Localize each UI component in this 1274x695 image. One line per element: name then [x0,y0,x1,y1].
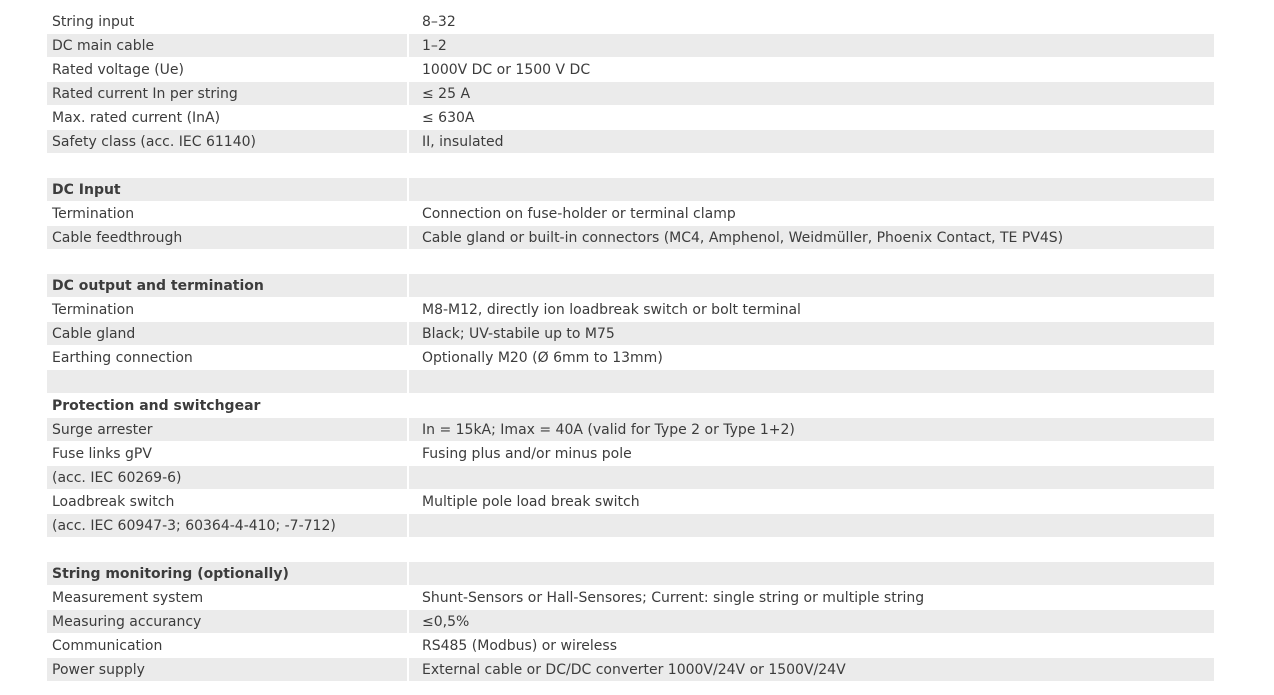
row-label: Max. rated current (InA) [52,110,221,126]
row-value [409,514,1214,537]
table-row [47,82,1217,106]
table-row [47,10,1217,34]
row-label: Rated voltage (Ue) [52,62,184,78]
table-row [47,370,1217,394]
row-value: Black; UV-stabile up to M75 [409,322,1214,345]
table-row [47,514,1217,538]
section-header-row [47,394,1217,418]
row-value: Optionally M20 (Ø 6mm to 13mm) [422,350,663,366]
row-label: Cable gland [47,322,407,345]
table-row [47,490,1217,514]
row-label: Power supply [47,658,407,681]
row-value: Fusing plus and/or minus pole [422,446,632,462]
section-header-row [47,274,1217,298]
row-value: External cable or DC/DC converter 1000V/24V or 1500V/24V [409,658,1214,681]
row-value: 8–32 [422,14,456,30]
spacer-row [47,538,1217,562]
row-value: II, insulated [409,130,1214,153]
row-label: String input [52,14,135,30]
table-row [47,322,1217,346]
section-title: String monitoring (optionally) [47,562,407,585]
row-value [409,274,1214,297]
row-label [47,154,407,177]
row-label: Measuring accurancy [47,610,407,633]
section-title: DC Input [47,178,407,201]
row-value [409,466,1214,489]
row-value [409,370,1214,393]
row-value: ≤ 630A [422,110,475,126]
row-label: Cable feedthrough [47,226,407,249]
row-label [47,370,407,393]
row-label: Measurement system [52,590,204,606]
row-value: RS485 (Modbus) or wireless [422,638,618,654]
row-label: Earthing connection [52,350,193,366]
row-label: Termination [52,302,135,318]
row-value: 1–2 [409,34,1214,57]
table-row [47,34,1217,58]
row-label: Communication [52,638,163,654]
spec-table [47,10,1217,682]
table-row [47,466,1217,490]
table-row [47,418,1217,442]
row-value: Cable gland or built-in connectors (MC4, Amphenol, Weidmüller, Phoenix Contact, TE PV4S) [409,226,1214,249]
row-value: Connection on fuse-holder or terminal clamp [422,206,736,222]
section-header-row [47,562,1217,586]
table-row [47,586,1217,610]
row-label: Surge arrester [47,418,407,441]
table-row [47,130,1217,154]
row-label: Fuse links gPV [52,446,152,462]
row-value: Multiple pole load break switch [422,494,640,510]
row-label: Safety class (acc. IEC 61140) [47,130,407,153]
section-header-row [47,178,1217,202]
table-row [47,58,1217,82]
table-row [47,346,1217,370]
table-row [47,658,1217,682]
spacer-row [47,154,1217,178]
row-label: Loadbreak switch [52,494,175,510]
table-row [47,202,1217,226]
table-row [47,610,1217,634]
row-label: Rated current In per string [47,82,407,105]
row-value [409,538,1214,561]
row-value: ≤ 25 A [409,82,1214,105]
row-label [47,538,407,561]
row-value: In = 15kA; Imax = 40A (valid for Type 2 or Type 1+2) [409,418,1214,441]
row-label [47,250,407,273]
section-title: DC output and termination [47,274,407,297]
section-title: Protection and switchgear [52,398,261,414]
row-value [409,562,1214,585]
row-label: Termination [52,206,135,222]
row-value [409,394,1214,417]
row-value: Shunt-Sensors or Hall-Sensores; Current: single string or multiple string [422,590,925,606]
row-value [409,178,1214,201]
table-row [47,298,1217,322]
table-row [47,226,1217,250]
row-value: 1000V DC or 1500 V DC [422,62,591,78]
row-value [409,250,1214,273]
row-label: (acc. IEC 60269-6) [47,466,407,489]
row-label: (acc. IEC 60947-3; 60364-4-410; -7-712) [47,514,407,537]
row-value [409,154,1214,177]
spacer-row [47,250,1217,274]
row-label: DC main cable [47,34,407,57]
table-row [47,106,1217,130]
row-value: ≤0,5% [409,610,1214,633]
table-row [47,442,1217,466]
row-value: M8-M12, directly ion loadbreak switch or bolt terminal [422,302,801,318]
table-row [47,634,1217,658]
